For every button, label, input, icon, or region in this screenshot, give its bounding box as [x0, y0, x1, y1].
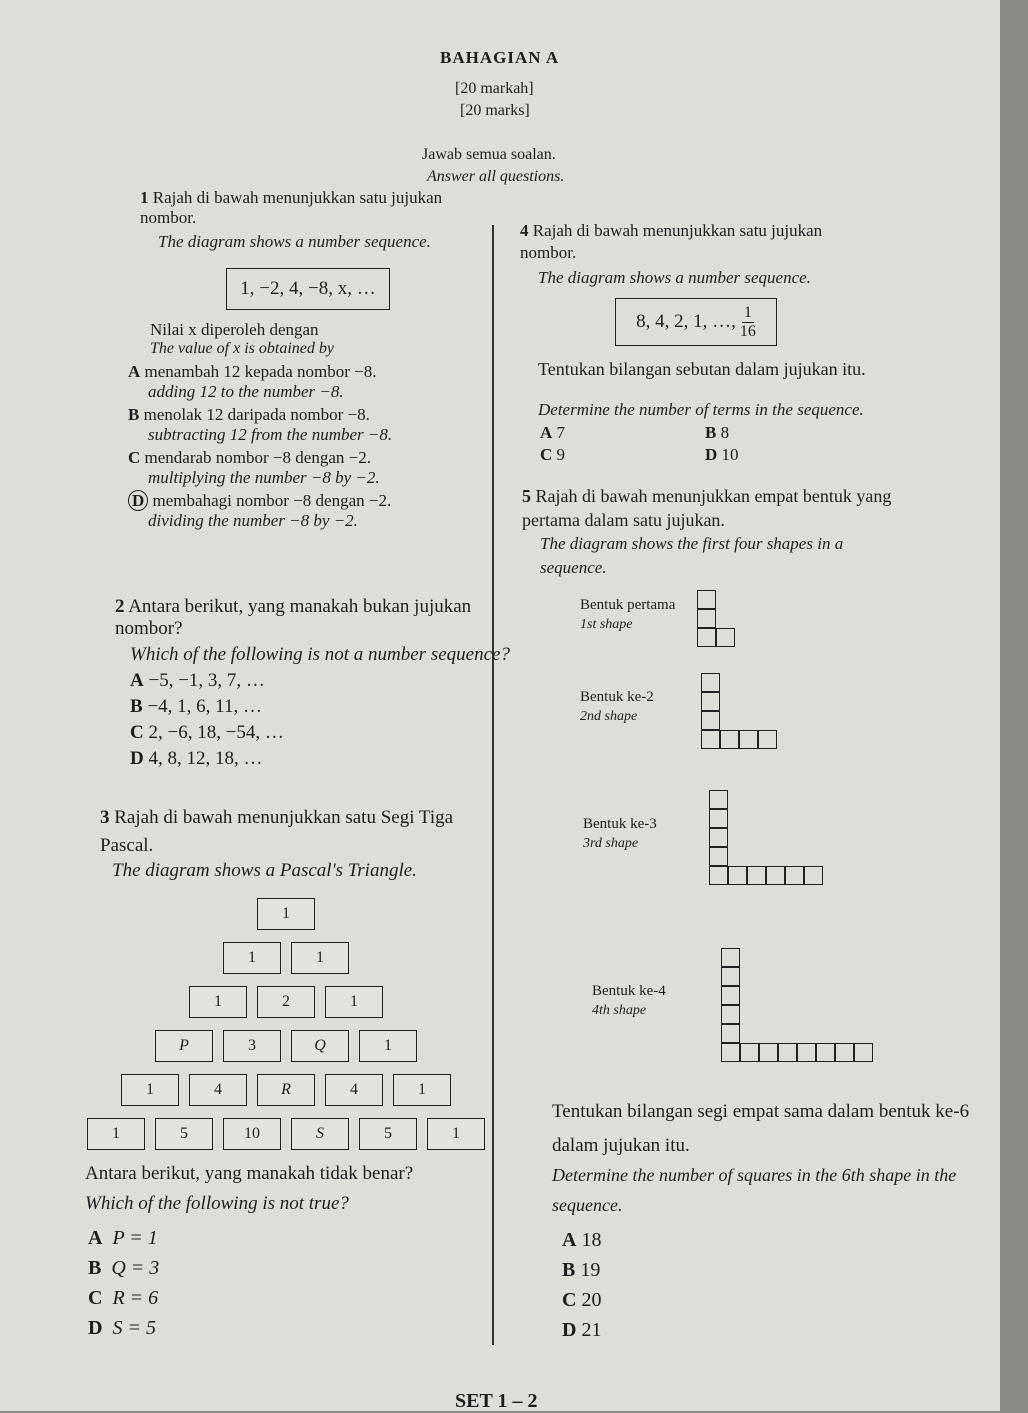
section-title: BAHAGIAN A: [440, 48, 560, 67]
pascal-cell: S: [291, 1118, 349, 1150]
shape-square: [697, 609, 716, 628]
page-footer: SET 1 – 2: [455, 1390, 538, 1412]
q5-option-d[interactable]: D 21: [562, 1319, 602, 1341]
q4-stem-en: The diagram shows a number sequence.: [538, 268, 811, 287]
pascal-cell: 5: [155, 1118, 213, 1150]
shape-square: [816, 1043, 835, 1062]
shape-square: [701, 692, 720, 711]
q4-prompt-en: Determine the number of terms in the sequence.: [538, 400, 864, 419]
instruction-en: Answer all questions.: [427, 168, 565, 185]
shape-square: [740, 1043, 759, 1062]
shape-label-en: 4th shape: [592, 1003, 647, 1018]
shape-label-en: 3rd shape: [583, 835, 639, 851]
shape-square: [709, 828, 728, 847]
q5-options: [562, 1225, 601, 1345]
q5-stem: 5 Rajah di bawah menunjukkan empat bentuk yang pertama dalam satu jujukan.: [522, 486, 892, 530]
shape-square: [720, 730, 739, 749]
q5-prompt: Tentukan bilangan segi empat sama dalam bentuk ke-6 dalam jujukan itu.: [552, 1101, 970, 1156]
pascal-cell: 10: [223, 1118, 281, 1150]
pascal-cell: 1: [291, 942, 349, 974]
q3-option-b[interactable]: B Q = 3: [88, 1257, 160, 1279]
pascal-cell: 1: [393, 1074, 451, 1106]
shape-square: [721, 967, 740, 986]
pascal-cell: 3: [223, 1030, 281, 1062]
column-divider: [492, 225, 494, 1345]
q5-stem-en: The diagram shows the first four shapes in a sequence.: [540, 534, 844, 577]
shape-square: [721, 948, 740, 967]
shape-square: [766, 866, 785, 885]
shape-label: Bentuk ke-2: [580, 689, 654, 705]
shape-square: [721, 1005, 740, 1024]
pascal-cell: 1: [359, 1030, 417, 1062]
pascal-cell: 1: [223, 942, 281, 974]
shape-square: [835, 1043, 854, 1062]
q5-option-a[interactable]: A 18: [562, 1229, 602, 1251]
shape-square: [797, 1043, 816, 1062]
pascal-cell: 1: [189, 986, 247, 1018]
shape-square: [697, 590, 716, 609]
q3-question-en: Which of the following is not true?: [85, 1193, 349, 1214]
q1-prompt: Nilai x diperoleh dengan: [150, 320, 319, 339]
q1-prompt-en: The value of x is obtained by: [150, 340, 334, 357]
pascal-cell: R: [257, 1074, 315, 1106]
marks-ms: [20 markah]: [455, 80, 534, 97]
shape-square: [739, 730, 758, 749]
q2-option-d[interactable]: D 4, 8, 12, 18, …: [130, 748, 263, 769]
q4-options: [540, 422, 765, 466]
shape-square: [785, 866, 804, 885]
q1-stem: 1 Rajah di bawah menunjukkan satu jujukan nombor.: [140, 188, 443, 227]
q5-option-b[interactable]: B 19: [562, 1259, 601, 1281]
q4-stem: 4 Rajah di bawah menunjukkan satu jujukan nombor.: [520, 221, 823, 262]
shape-square: [854, 1043, 873, 1062]
q5-prompt-en: Determine the number of squares in the 6th shape in the sequence.: [552, 1165, 957, 1215]
q4-option-b[interactable]: B 8: [705, 423, 730, 442]
shape-label-en: 2nd shape: [580, 709, 638, 724]
pascal-cell: 1: [257, 898, 315, 930]
q2-option-c[interactable]: C 2, −6, 18, −54, …: [130, 722, 284, 743]
shape-square: [701, 730, 720, 749]
q2-stem: 2 Antara berikut, yang manakah bukan jujukan nombor?: [115, 596, 472, 639]
q3-option-c[interactable]: C R = 6: [88, 1287, 159, 1309]
shape-square: [701, 711, 720, 730]
shape-square: [758, 730, 777, 749]
q3-stem: 3 Rajah di bawah menunjukkan satu Segi Tiga Pascal.: [100, 807, 454, 856]
shape-square: [721, 1024, 740, 1043]
q1-stem-en: The diagram shows a number sequence.: [158, 232, 431, 251]
q2-options: [130, 668, 284, 772]
pascal-cell: 1: [427, 1118, 485, 1150]
shape-square: [804, 866, 823, 885]
shape-square: [721, 986, 740, 1005]
q4-sequence-box: 8, 4, 2, 1, …, $\frac{1}{16}$: [615, 298, 777, 346]
shape-label: Bentuk ke-4: [592, 983, 666, 999]
shape-label: Bentuk ke-3: [583, 815, 657, 832]
marks-en: [20 marks]: [460, 102, 530, 119]
pascal-cell: Q: [291, 1030, 349, 1062]
shape-square: [697, 628, 716, 647]
q1-option-d[interactable]: D membahagi nombor −8 dengan −2. dividing the number −8 by −2.: [128, 491, 392, 531]
pascal-cell: 1: [325, 986, 383, 1018]
shape-square: [728, 866, 747, 885]
shape-square: [716, 628, 735, 647]
q1-options: [128, 362, 392, 531]
q3-question: Antara berikut, yang manakah tidak benar?: [85, 1163, 414, 1184]
shape-square: [778, 1043, 797, 1062]
shape-square: [709, 847, 728, 866]
q2-option-b[interactable]: B −4, 1, 6, 11, …: [130, 696, 262, 717]
q4-prompt: Tentukan bilangan sebutan dalam jujukan itu.: [538, 359, 866, 379]
pascal-cell: 2: [257, 986, 315, 1018]
q4-option-a[interactable]: A 7: [540, 423, 566, 442]
q2-stem-en: Which of the following is not a number sequence?: [130, 644, 510, 665]
q3-stem-en: The diagram shows a Pascal's Triangle.: [112, 860, 417, 881]
pascal-cell: P: [155, 1030, 213, 1062]
pascal-cell: 5: [359, 1118, 417, 1150]
q1-sequence-box: 1, −2, 4, −8, x, …: [226, 268, 390, 310]
q1-option-c[interactable]: C mendarab nombor −8 dengan −2. multiplying the number −8 by −2.: [128, 448, 380, 487]
shape-square: [721, 1043, 740, 1062]
pascal-cell: 4: [189, 1074, 247, 1106]
pascal-cell: 1: [121, 1074, 179, 1106]
q3-option-a[interactable]: A P = 1: [88, 1227, 158, 1249]
q3-options: [88, 1223, 159, 1343]
instruction-ms: Jawab semua soalan.: [422, 146, 556, 163]
shape-label-en: 1st shape: [580, 616, 633, 632]
shape-square: [701, 673, 720, 692]
shape-square: [709, 809, 728, 828]
q1-option-b[interactable]: B menolak 12 daripada nombor −8. subtracting 12 from the number −8.: [128, 405, 393, 444]
shape-square: [759, 1043, 778, 1062]
q4-option-c[interactable]: C 9: [540, 445, 566, 464]
q2-option-a[interactable]: A −5, −1, 3, 7, …: [130, 670, 265, 691]
q3-option-d[interactable]: D S = 5: [88, 1317, 156, 1339]
shape-square: [709, 790, 728, 809]
pascal-cell: 1: [87, 1118, 145, 1150]
q1-option-a[interactable]: A menambah 12 kepada nombor −8. adding 12 to the number −8.: [128, 362, 377, 401]
shape-square: [709, 866, 728, 885]
q4-option-d[interactable]: D 10: [705, 445, 739, 464]
shape-square: [747, 866, 766, 885]
pascal-cell: 4: [325, 1074, 383, 1106]
q5-option-c[interactable]: C 20: [562, 1289, 602, 1311]
shape-label: Bentuk pertama: [580, 596, 676, 613]
